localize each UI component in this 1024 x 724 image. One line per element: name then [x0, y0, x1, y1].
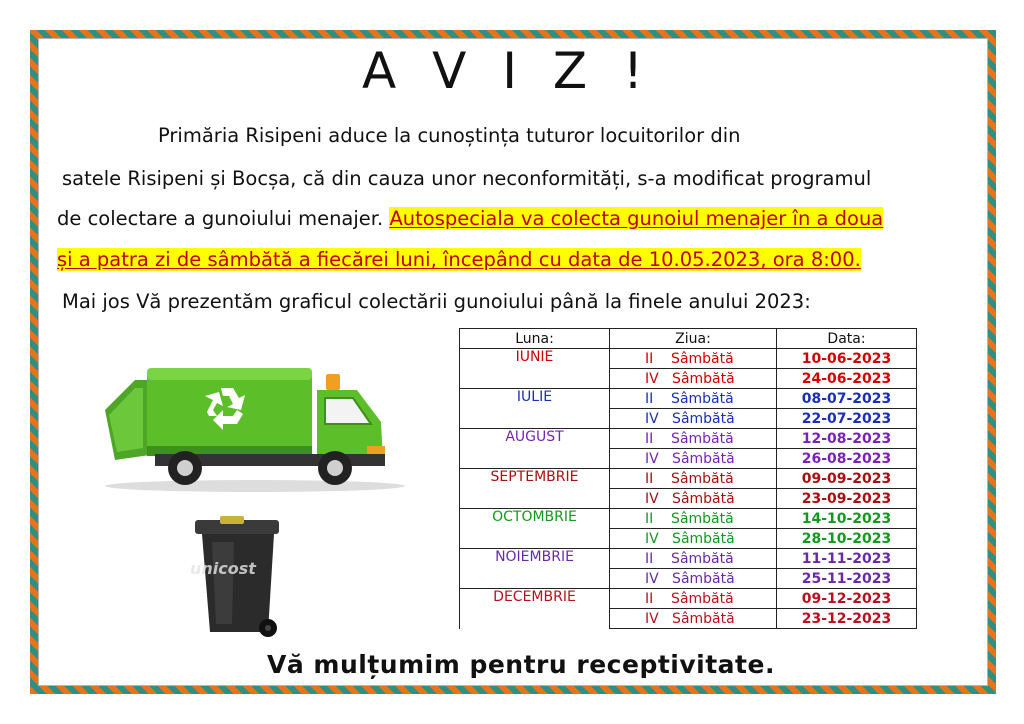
- schedule-intro: Mai jos Vă prezentăm graficul colectării gunoiului până la finele anului 2023:: [62, 290, 811, 313]
- highlight-text-2: și a patra zi de sâmbătă a fiecărei luni, începând cu data de 10.05.2023, ora 8:00.: [57, 248, 861, 271]
- day-cell: II Sâmbătă: [610, 349, 777, 369]
- header-day: Ziua:: [610, 329, 777, 349]
- day-cell: IV Sâmbătă: [610, 409, 777, 429]
- table-row: [460, 489, 917, 509]
- table-row: [460, 529, 917, 549]
- month-cell: [460, 609, 610, 629]
- bin-watermark: unicost: [190, 559, 256, 578]
- table-row: [460, 509, 917, 529]
- table-body: [460, 349, 917, 629]
- table-row: [460, 349, 917, 369]
- thank-you-line: Vă mulțumim pentru receptivitate.: [267, 650, 775, 679]
- collection-schedule-table: [459, 328, 917, 629]
- table-row: [460, 549, 917, 569]
- day-cell: II Sâmbătă: [610, 429, 777, 449]
- date-cell: 23-09-2023: [777, 489, 917, 509]
- day-cell: IV Sâmbătă: [610, 449, 777, 469]
- header-month: Luna:: [460, 329, 610, 349]
- month-cell: DECEMBRIE: [460, 589, 610, 609]
- day-cell: IV Sâmbătă: [610, 369, 777, 389]
- month-cell: OCTOMBRIE: [460, 509, 610, 529]
- date-cell: 12-08-2023: [777, 429, 917, 449]
- table-row: [460, 389, 917, 409]
- table-row: [460, 429, 917, 449]
- table-row: [460, 469, 917, 489]
- day-cell: II Sâmbătă: [610, 549, 777, 569]
- table-row: [460, 449, 917, 469]
- paragraph-line-1: Primăria Risipeni aduce la cunoștința tuturor locuitorilor din: [158, 124, 741, 147]
- date-cell: 25-11-2023: [777, 569, 917, 589]
- month-cell: [460, 569, 610, 589]
- paragraph-line-3: [57, 207, 883, 230]
- date-cell: 14-10-2023: [777, 509, 917, 529]
- notice-title: A V I Z !: [362, 42, 654, 100]
- month-cell: IULIE: [460, 389, 610, 409]
- day-cell: IV Sâmbătă: [610, 569, 777, 589]
- date-cell: 28-10-2023: [777, 529, 917, 549]
- highlight-text-1: Autospeciala va colecta gunoiul menajer în a doua: [389, 207, 884, 230]
- day-cell: IV Sâmbătă: [610, 489, 777, 509]
- date-cell: 09-09-2023: [777, 469, 917, 489]
- paragraph-line-4: [57, 248, 861, 271]
- date-cell: 10-06-2023: [777, 349, 917, 369]
- paragraph-line-2: satele Risipeni și Bocșa, că din cauza unor neconformități, s-a modificat programul: [62, 167, 872, 190]
- month-cell: NOIEMBRIE: [460, 549, 610, 569]
- month-cell: AUGUST: [460, 429, 610, 449]
- month-cell: SEPTEMBRIE: [460, 469, 610, 489]
- table-row: [460, 609, 917, 629]
- month-cell: [460, 449, 610, 469]
- month-cell: [460, 409, 610, 429]
- day-cell: IV Sâmbătă: [610, 529, 777, 549]
- month-cell: [460, 529, 610, 549]
- wheelie-bin-icon: [190, 512, 290, 647]
- month-cell: [460, 369, 610, 389]
- date-cell: 24-06-2023: [777, 369, 917, 389]
- month-cell: [460, 489, 610, 509]
- day-cell: IV Sâmbătă: [610, 609, 777, 629]
- date-cell: 11-11-2023: [777, 549, 917, 569]
- table-row: [460, 369, 917, 389]
- date-cell: 09-12-2023: [777, 589, 917, 609]
- date-cell: 23-12-2023: [777, 609, 917, 629]
- date-cell: 22-07-2023: [777, 409, 917, 429]
- table-row: [460, 409, 917, 429]
- day-cell: II Sâmbătă: [610, 469, 777, 489]
- table-row: [460, 589, 917, 609]
- day-cell: II Sâmbătă: [610, 389, 777, 409]
- date-cell: 26-08-2023: [777, 449, 917, 469]
- garbage-truck-icon: [95, 360, 415, 495]
- table-header-row: [460, 329, 917, 349]
- table-row: [460, 569, 917, 589]
- day-cell: II Sâmbătă: [610, 509, 777, 529]
- header-date: Data:: [777, 329, 917, 349]
- day-cell: II Sâmbătă: [610, 589, 777, 609]
- paragraph-line-3-start: de colectare a gunoiului menajer.: [57, 207, 390, 230]
- date-cell: 08-07-2023: [777, 389, 917, 409]
- month-cell: IUNIE: [460, 349, 610, 369]
